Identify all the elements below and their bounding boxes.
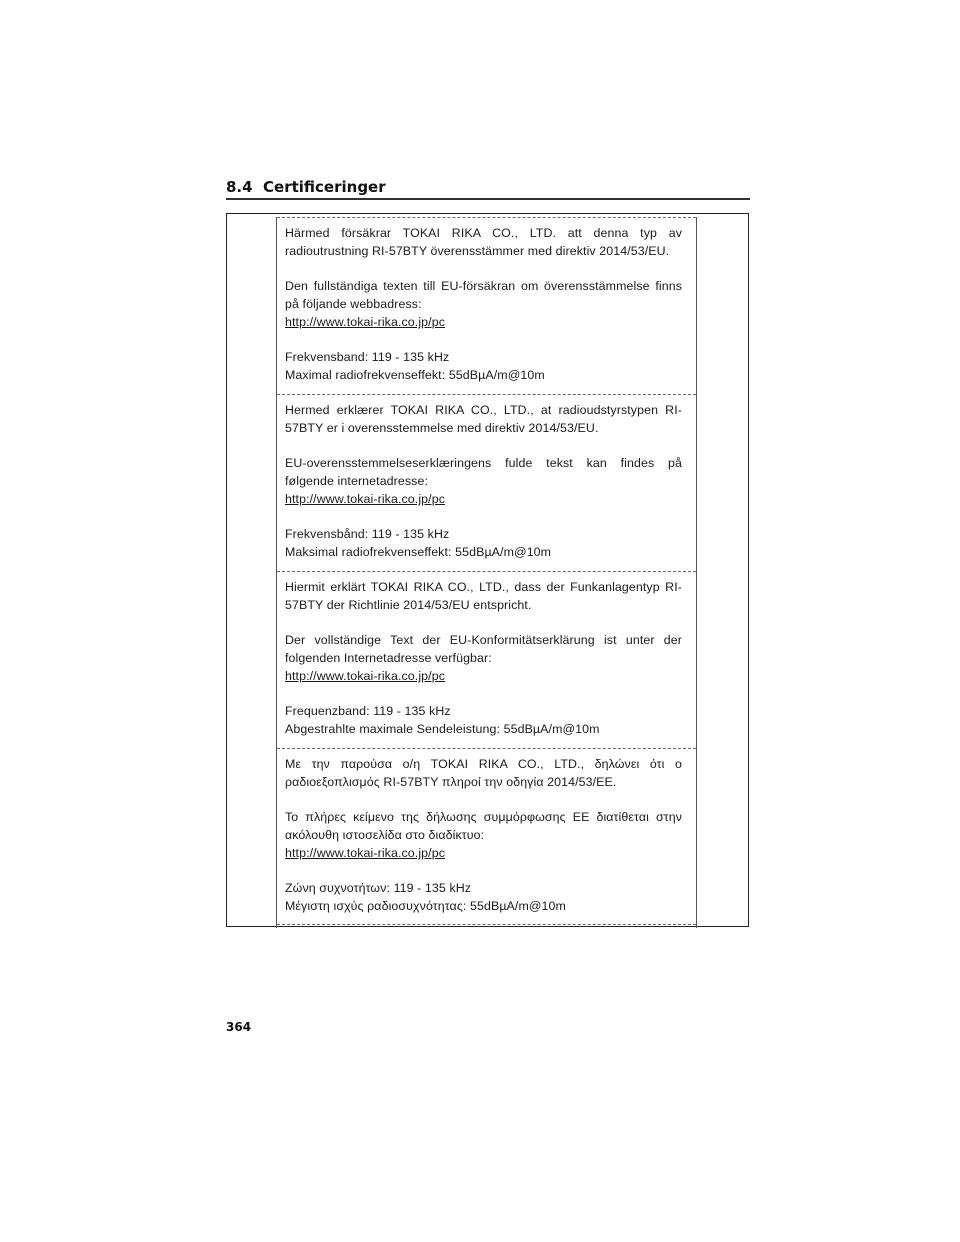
- declaration-text-intro: Το πλήρες κείμενο της δήλωσης συμμόρφωσης ΕΕ διατίθεται στην ακόλουθη ιστοσελίδα στο διαδίκτυο:: [285, 810, 682, 842]
- declaration-statement: Hiermit erklärt TOKAI RIKA CO., LTD., dass der Funkanlagentyp RI-57BTY der Richtlinie 2014/53/EU entspricht.: [285, 580, 682, 612]
- declaration-text-intro: EU-overensstemmelseserklæringens fulde tekst kan findes på følgende internetadresse:: [285, 456, 682, 488]
- frequency-band: Frekvensbånd: 119 - 135 kHz: [285, 527, 450, 541]
- declaration-url-link[interactable]: http://www.tokai-rika.co.jp/pc: [285, 315, 446, 329]
- declaration-url-link[interactable]: http://www.tokai-rika.co.jp/pc: [285, 669, 446, 683]
- max-power: Maximal radiofrekvenseffekt: 55dBµA/m@10m: [285, 368, 545, 382]
- declaration-url-link[interactable]: http://www.tokai-rika.co.jp/pc: [285, 846, 446, 860]
- section-heading: [226, 178, 386, 196]
- declaration-specs: [285, 525, 682, 561]
- frequency-band: Frekvensband: 119 - 135 kHz: [285, 350, 450, 364]
- declaration-specs: [285, 348, 682, 384]
- declaration-german: [277, 571, 696, 748]
- frequency-band: Frequenzband: 119 - 135 kHz: [285, 704, 451, 718]
- frequency-band: Ζώνη συχνοτήτων: 119 - 135 kHz: [285, 881, 472, 895]
- declaration-text-info: [285, 277, 682, 331]
- page-number: 364: [226, 1020, 252, 1034]
- section-number: 8.4: [226, 178, 253, 196]
- declaration-swedish: [277, 217, 696, 394]
- heading-rule: [226, 198, 750, 200]
- declaration-statement: Härmed försäkrar TOKAI RIKA CO., LTD. att denna typ av radioutrustning RI-57BTY överensstämmer med direktiv 2014/53/EU.: [285, 226, 682, 258]
- declaration-specs: [285, 879, 682, 915]
- declaration-text-info: [285, 454, 682, 508]
- declaration-text-intro: Der vollständige Text der EU-Konformitätserklärung ist unter der folgenden Internetadresse verfügbar:: [285, 633, 682, 665]
- declaration-danish: [277, 394, 696, 571]
- max-power: Abgestrahlte maximale Sendeleistung: 55dBµA/m@10m: [285, 722, 600, 736]
- max-power: Maksimal radiofrekvenseffekt: 55dBµA/m@10m: [285, 545, 552, 559]
- declaration-statement: Με την παρούσα ο/η TOKAI RIKA CO., LTD., δηλώνει ότι ο ραδιοεξοπλισμός RI-57BTY πληροί την οδηγία 2014/53/ΕΕ.: [285, 757, 682, 789]
- declaration-greek: [277, 748, 696, 925]
- max-power: Μέγιστη ισχύς ραδιοσυχνότητας: 55dBµA/m@10m: [285, 899, 566, 913]
- declaration-specs: [285, 702, 682, 738]
- declaration-text-info: [285, 631, 682, 685]
- declaration-text-info: [285, 808, 682, 862]
- declaration-text-intro: Den fullständiga texten till EU-försäkran om överensstämmelse finns på följande webbadress:: [285, 279, 682, 311]
- section-title: Certificeringer: [263, 178, 386, 196]
- declaration-table: [276, 217, 697, 928]
- declaration-url-link[interactable]: http://www.tokai-rika.co.jp/pc: [285, 492, 446, 506]
- declaration-statement: Hermed erklærer TOKAI RIKA CO., LTD., at radioudstyrstypen RI-57BTY er i overensstemmelse med direktiv 2014/53/EU.: [285, 403, 682, 435]
